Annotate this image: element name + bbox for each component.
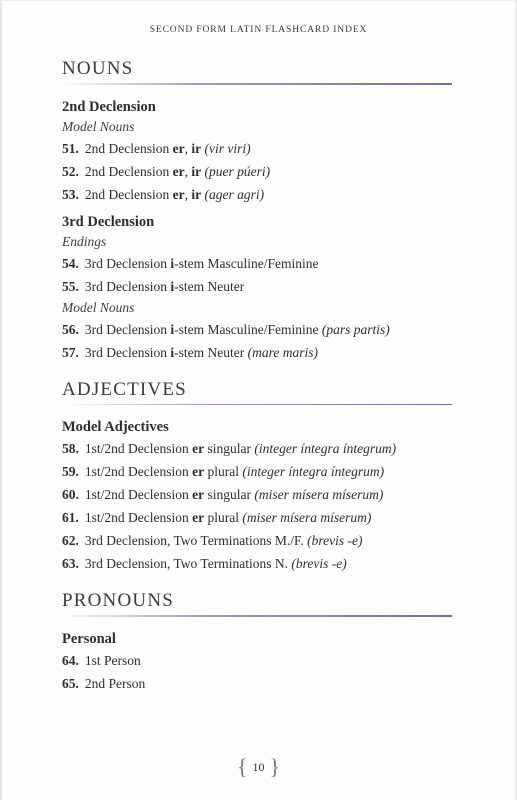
index-entry <box>62 252 462 275</box>
section-title: ADJECTIVES <box>62 378 187 400</box>
entry-text: 1st/2nd Declension <box>84 487 193 502</box>
section-pronouns <box>62 589 462 695</box>
entry-number: 59. <box>62 464 79 479</box>
entry-text: , <box>184 140 192 156</box>
entry-number: 53. <box>62 186 79 202</box>
subsection-title: Personal <box>62 630 116 647</box>
index-entry <box>62 672 462 695</box>
entry-ending: i <box>170 278 175 294</box>
right-brace-ornament-icon: } <box>269 754 281 779</box>
entry-ending: er <box>172 140 185 156</box>
entry-model-word: (mare maris) <box>247 344 318 360</box>
index-entry <box>62 460 462 483</box>
entry-number: 54. <box>62 255 79 271</box>
section-adjectives <box>62 378 462 576</box>
entry-model-word: (miser mísera míserum) <box>254 487 384 502</box>
entry-text: 1st/2nd Declension <box>84 510 193 525</box>
entry-text: 1st/2nd Declension <box>84 441 193 456</box>
index-entry <box>62 529 462 552</box>
entry-ending: er <box>192 510 205 525</box>
entry-model-word: (vir viri) <box>204 140 251 156</box>
entry-number: 63. <box>62 556 79 571</box>
entry-ending: er <box>172 186 185 202</box>
subsection-title: 3rd Declension <box>62 213 155 230</box>
left-brace-ornament-icon: { <box>236 754 248 779</box>
index-entry <box>62 506 462 529</box>
group-label: Model Nouns <box>62 299 135 315</box>
entry-text: -stem Neuter <box>174 344 248 360</box>
entry-model-word: (brevis -e) <box>291 556 347 571</box>
entry-model-word: (integer íntegra íntegrum) <box>254 441 397 456</box>
group-label: Endings <box>62 233 107 249</box>
index-entry <box>62 183 462 206</box>
subsection <box>62 212 462 364</box>
entry-model-word: (ager agri) <box>204 186 265 202</box>
subsection-title: 2nd Declension <box>62 98 156 115</box>
entry-text: 2nd Declension <box>84 186 173 202</box>
entry-text: 1st/2nd Declension <box>84 464 193 479</box>
entry-number: 62. <box>62 533 79 548</box>
entry-model-word: (brevis -e) <box>307 533 363 548</box>
entry-ending: er <box>192 441 205 456</box>
subsection <box>62 629 462 695</box>
index-entry <box>62 437 462 460</box>
section-divider <box>62 615 452 617</box>
section-divider <box>62 83 452 85</box>
subsection <box>62 417 462 575</box>
entry-ending: i <box>170 255 175 271</box>
entry-text: 2nd Person <box>84 675 146 691</box>
index-entry <box>62 483 462 506</box>
index-entry <box>62 318 462 341</box>
entry-text: 3rd Declension <box>84 321 171 337</box>
entry-text: 3rd Declension, Two Terminations N. <box>84 556 292 571</box>
entry-text: singular <box>204 441 255 456</box>
entry-text: 3rd Declension <box>84 255 171 271</box>
entry-text: -stem Masculine/Feminine <box>174 321 322 337</box>
entry-number: 51. <box>62 140 79 156</box>
index-entry <box>62 552 462 575</box>
entry-text: 3rd Declension <box>84 278 171 294</box>
entry-ending: ir <box>191 186 202 202</box>
entry-text: 2nd Declension <box>84 163 173 179</box>
entry-number: 64. <box>62 652 79 668</box>
entry-number: 55. <box>62 278 79 294</box>
entry-text: 1st Person <box>84 652 141 668</box>
index-entry <box>62 649 462 672</box>
entry-ending: er <box>172 163 185 179</box>
entry-number: 57. <box>62 344 79 360</box>
entry-model-word: (puer púeri) <box>204 163 271 179</box>
entry-text: -stem Masculine/Feminine <box>174 255 319 271</box>
section-divider <box>62 404 452 406</box>
entry-text: plural <box>204 510 243 525</box>
index-entry <box>62 137 462 160</box>
section-nouns <box>62 57 462 364</box>
entry-text: singular <box>204 487 255 502</box>
group-label: Model Nouns <box>62 118 135 134</box>
subsection-title: Model Adjectives <box>62 419 169 435</box>
index-entry <box>62 160 462 183</box>
index-entry <box>62 275 462 298</box>
entry-text: -stem Neuter <box>174 278 245 294</box>
section-title: PRONOUNS <box>62 590 175 611</box>
entry-number: 58. <box>62 441 79 456</box>
entry-number: 65. <box>62 675 79 691</box>
entry-text: 2nd Declension <box>84 140 173 156</box>
subsection <box>62 97 462 206</box>
entry-number: 56. <box>62 321 79 337</box>
entry-text: , <box>184 186 192 202</box>
page-folio <box>237 756 280 778</box>
entry-ending: er <box>192 464 205 479</box>
entry-ending: ir <box>191 163 202 179</box>
section-title: NOUNS <box>62 58 134 79</box>
entry-text: 3rd Declension <box>84 344 171 360</box>
entry-number: 61. <box>62 510 79 525</box>
entry-model-word: (miser mísera míserum) <box>242 510 372 525</box>
entry-text: 3rd Declension, Two Terminations M./F. <box>84 533 308 548</box>
entry-ending: i <box>170 321 175 337</box>
entry-number: 60. <box>62 487 79 502</box>
entry-ending: ir <box>191 140 202 156</box>
index-entry <box>62 341 462 364</box>
running-head: SECOND FORM LATIN FLASHCARD INDEX <box>149 25 368 35</box>
page-number: 10 <box>252 759 265 774</box>
entry-ending: i <box>170 344 175 360</box>
entry-model-word: (pars partis) <box>321 321 390 337</box>
entry-number: 52. <box>62 163 79 179</box>
entry-text: plural <box>204 464 243 479</box>
entry-ending: er <box>192 487 205 502</box>
entry-model-word: (integer íntegra íntegrum) <box>242 464 385 479</box>
index-content <box>62 57 462 709</box>
entry-text: , <box>184 163 192 179</box>
